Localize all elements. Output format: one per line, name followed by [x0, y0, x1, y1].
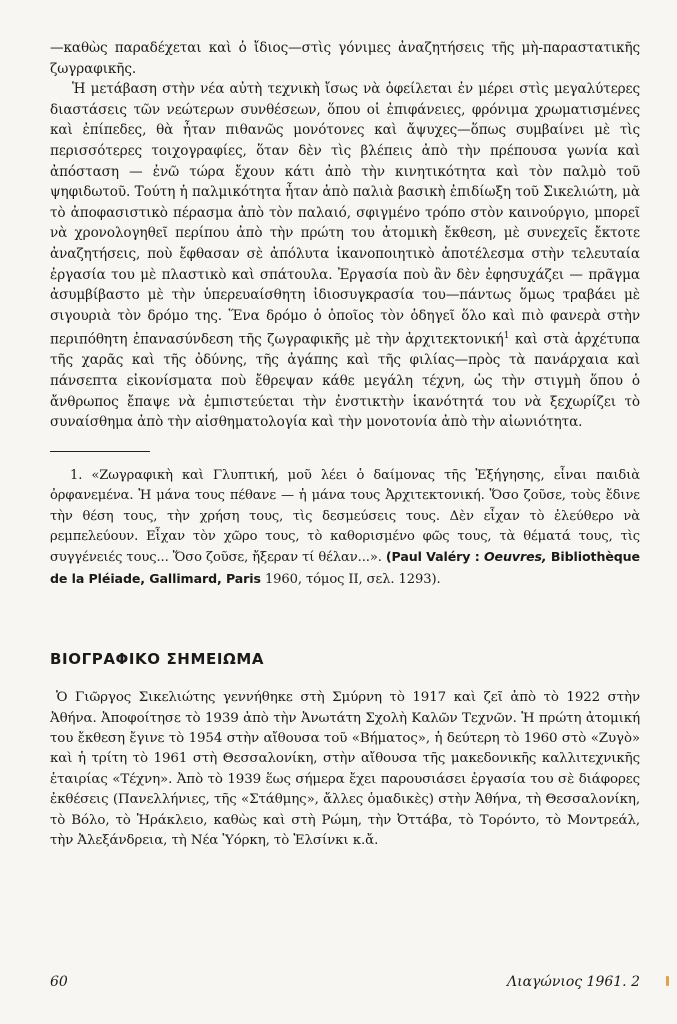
- body-paragraph-2: [50, 79, 640, 433]
- footnote-cite-rest: Bibliothèque de la Pléiade, Gallimard, Paris: [50, 549, 640, 586]
- footnote-cite-work: Oeuvres,: [483, 549, 547, 565]
- footnote-divider: [50, 451, 150, 452]
- page-content: [50, 38, 640, 852]
- body-paragraph-1: —καθὼς παραδέχεται καὶ ὁ ἴδιος—στὶς γόνιμες ἀναζητήσεις τῆς μὴ-παραστατικῆς ζωγραφικῆς.: [50, 40, 640, 77]
- journal-issue: Λιαγώνιος 1961. 2: [507, 974, 640, 990]
- footnote-cite-end: 1960, τόμος II, σελ. 1293).: [260, 571, 441, 587]
- page-number: 60: [50, 974, 68, 990]
- footnote-ref[interactable]: 1: [503, 331, 510, 342]
- body-paragraph-2-part-a: Ἡ μετάβαση στὴν νέα αὐτὴ τεχνικὴ ἴσως νὰ ὀφείλεται ἐν μέρει στὶς μεγαλύτερες διαστάσεις τῶν νεώτερων συνθέσεων, ὅπου οἱ ἐπιφάνειες, φρόνιμα χρωματισμένες καὶ ἐπίπεδες, θὰ ἦταν πιθανῶς μονότονες καὶ ἄψυχες—ὅπως συμβαίνει μὲ τὶς περισσότερες τοιχογραφίες, ὅταν δὲν τὶς βλέπεις ἀπὸ τὴν πρέπουσα γωνία καὶ ἀπόσταση — ἐνῶ τώρα ἔχουν κάτι ἀπὸ τὴν κινητικότητα καὶ τὸν παλμὸ τοῦ ψηφιδωτοῦ. Τούτη ἡ παλμικότητα ἦταν ἀπὸ παλιὰ βασικὴ ἐπιδίωξη τοῦ Σικελιώτη, μὰ τὸ ἀποφασιστικὸ πέρασμα ἀπὸ τὸν παλαιό, σφιγμένο τρόπο στὸν καινούργιο, μπορεῖ νὰ χρονολογηθεῖ περίπου ἀπὸ τὴν πρώτη του ἀτομικὴ ἔκθεση, μὲ συνεχεῖς ἔκτοτε ἀναζητήσεις, ποὺ ἔφθασαν σὲ ἀπόλυτα ἱκανοποιητικὸ ἀποτέλεσμα στὴν τελευταία ἐργασία του μὲ πλαστικὸ καὶ σπάτουλα. Ἐργασία ποὺ ἂν δὲν ἐφησυχάζει — πρᾶγμα ἀσυμβίβαστο μὲ τὴν ὑπερευαίσθητη ἰδιοσυγκρασία του—πάντως ὅμως τραβάει μὲ σιγουριὰ τὸν δρόμο της. Ἕνα δρόμο ὁ ὁποῖος τὸν ὁδηγεῖ ὅλο καὶ πιὸ φανερὰ στὴν περιπόθητη ἐπανασύνδεση τῆς ζωγραφικῆς μὲ τὴν ἀρχιτεκτονική: [50, 81, 640, 348]
- bio-heading: ΒΙΟΓΡΑΦΙΚΟ ΣΗΜΕΙΩΜΑ: [50, 650, 265, 669]
- footnote-cite-author: (Paul Valéry :: [385, 549, 484, 565]
- margin-mark: [666, 976, 669, 986]
- body-paragraph-2-part-b: καὶ στὰ ἀρχέτυπα τῆς χαρᾶς καὶ τῆς ὀδύνης, τῆς ἀγάπης καὶ τῆς φιλίας—πρὸς τὰ πανάρχαια καὶ πάνσεπτα εἰκονίσματα ποὺ ἔθρεψαν κάθε μεγάλη τέχνη, ὡς τὴν στιγμὴ ὅπου ὁ ἄνθρωπος ἔπαψε νὰ ἐμπιστεύεται τὴν ἐνστικτὴν ἱκανότητά του νὰ ξεχωρίζει τὸ συναίσθημα ἀπὸ τὴν αἰσθηματολογία καὶ τὴν μονοτονία ἀπὸ τὴν αἰωνιότητα.: [50, 331, 640, 431]
- footnote-1: [50, 466, 640, 590]
- bio-paragraph: Ὁ Γιῶργος Σικελιώτης γεννήθηκε στὴ Σμύρνη τὸ 1917 καὶ ζεῖ ἀπὸ τὸ 1922 στὴν Ἀθήνα. Ἀποφοίτησε τὸ 1939 ἀπὸ τὴν Ἀνωτάτη Σχολὴ Καλῶν Τεχνῶν. Ἡ πρώτη ἀτομική του ἔκθεση ἔγινε τὸ 1954 στὴν αἴθουσα τοῦ «Βήματος», ἡ δεύτερη τὸ 1960 στὸ «Ζυγὸ» καὶ ἡ τρίτη τὸ 1961 στὴ Θεσσαλονίκη, στὴν αἴθουσα τῆς μακεδονικῆς καλλιτεχνικῆς ἑταιρίας «Τέχνη». Ἀπὸ τὸ 1939 ἕως σήμερα ἔχει παρουσιάσει ἐργασία του σὲ διάφορες ἐκθέσεις (Πανελλήνιες, τῆς «Στάθμης», ἄλλες ὁμαδικὲς) στὴν Ἀθήνα, τὴ Θεσσαλονίκη, τὸ Βόλο, τὸ Ἡράκλειο, καθὼς καὶ στὴ Ρώμη, τὴν Ὀττάβα, τὸ Τορόντο, τὸ Μοντρεάλ, τὴν Ἀλεξάνδρεια, τὴ Νέα Ὑόρκη, τὸ Ἑλσίνκι κ.ἄ.: [50, 690, 640, 849]
- footnote-text: 1. «Ζωγραφικὴ καὶ Γλυπτική, μοῦ λέει ὁ δαίμονας τῆς Ἐξήγησης, εἶναι παιδιὰ ὀρφανεμένα. Ἡ μάνα τους πέθανε — ἡ μάνα τους Ἀρχιτεκτονική. Ὅσο ζοῦσε, τοὺς ἔδινε τὴν θέση τους, τὴν χρήση τους, τὶς δεσμεύσεις τους. Δὲν εἶχαν τὸ ἐλεύθερο νὰ ρεμπελεύουν. Εἶχαν τὸν χῶρο τους, τὸ καθορισμένο φῶς τους, τὰ θέματά τους, τὶς συγγένειές τους... Ὅσο ζοῦσε, ἤξεραν τί θέλαν...».: [50, 467, 640, 566]
